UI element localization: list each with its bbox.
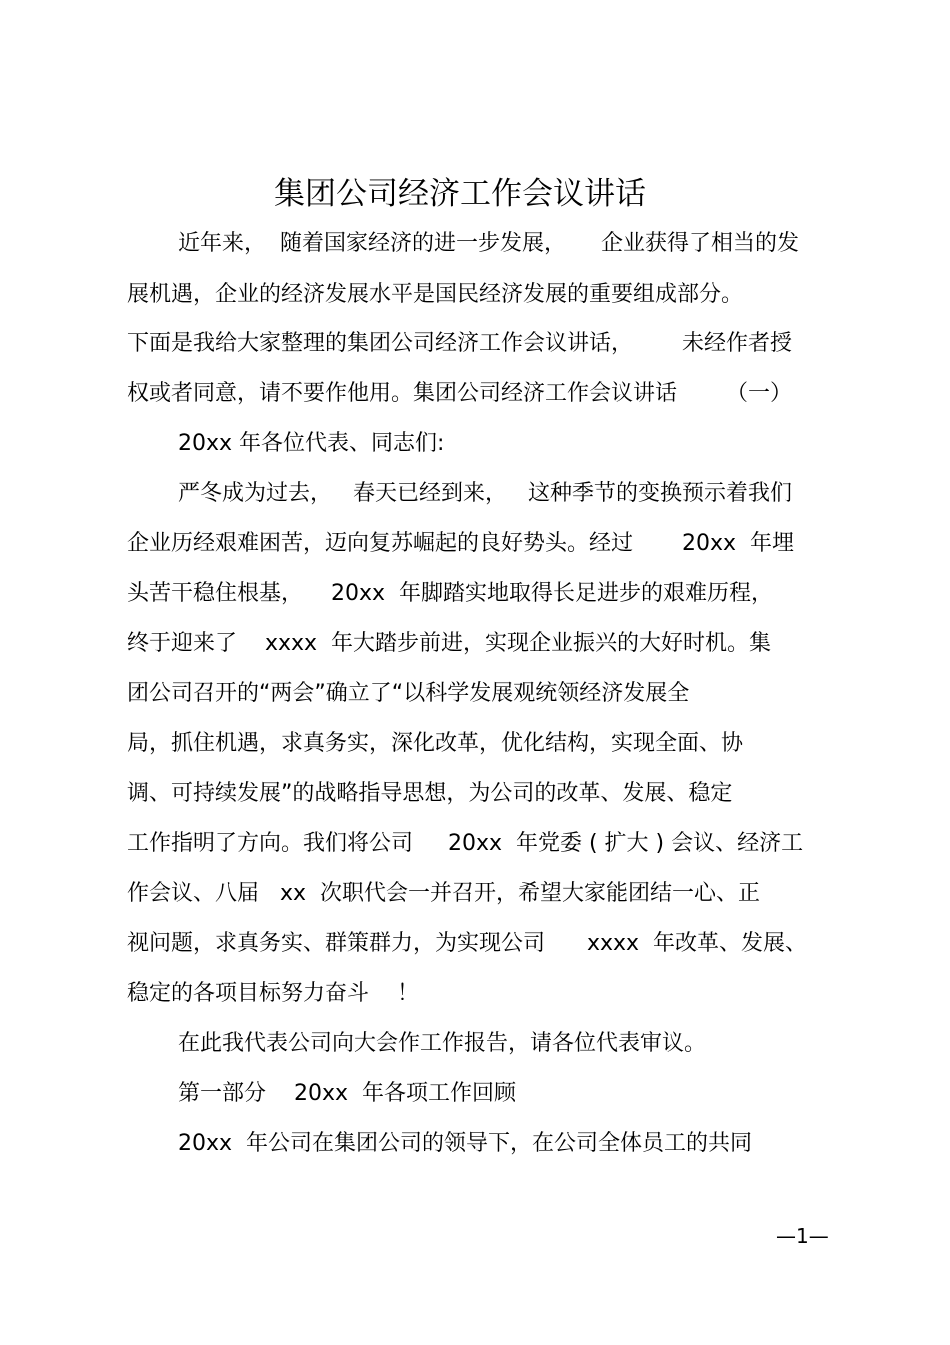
paragraph-line: 严冬成为过去， 春天已经到来， 这种季节的变换预示着我们 <box>178 481 792 506</box>
paragraph-line: 作会议、八届 xx 次职代会一并召开，希望大家能团结一心、正 <box>127 881 761 906</box>
salutation-line: 20xx 年各位代表、同志们: <box>178 431 445 456</box>
paragraph-line: 企业历经艰难困苦，迈向复苏崛起的良好势头。经过 20xx 年埋 <box>127 531 794 556</box>
paragraph-line: 视问题，求真务实、群策群力，为实现公司 xxxx 年改革、发展、 <box>127 931 808 956</box>
paragraph-line: 稳定的各项目标努力奋斗 ！ <box>127 981 419 1006</box>
paragraph-line: 近年来， 随着国家经济的进一步发展， 企业获得了相当的发 <box>178 231 799 256</box>
paragraph-line: 在此我代表公司向大会作工作报告，请各位代表审议。 <box>178 1031 707 1056</box>
paragraph-line: 展机遇，企业的经济发展水平是国民经济发展的重要组成部分。 <box>127 282 744 307</box>
paragraph-line: 局，抓住机遇，求真务实，深化改革，优化结构，实现全面、协 <box>127 731 744 756</box>
paragraph-line: 20xx 年公司在集团公司的领导下，在公司全体员工的共同 <box>178 1131 753 1156</box>
paragraph-line: 下面是我给大家整理的集团公司经济工作会议讲话， 未经作者授 <box>127 331 792 356</box>
paragraph-line: 工作指明了方向。我们将公司 20xx 年党委 ( 扩大 ) 会议、经济工 <box>127 831 804 856</box>
paragraph-line: 团公司召开的“两会”确立了“以科学发展观统领经济发展全 <box>127 681 690 706</box>
section-heading: 第一部分 20xx 年各项工作回顾 <box>178 1081 516 1106</box>
paragraph-line: 终于迎来了 xxxx 年大踏步前进，实现企业振兴的大好时机。集 <box>127 631 772 656</box>
paragraph-line: 调、可持续发展”的战略指导思想，为公司的改革、发展、稳定 <box>127 781 733 806</box>
paragraph-line: 头苦干稳住根基， 20xx 年脚踏实地取得长足进步的艰难历程， <box>127 581 773 606</box>
paragraph-line: 权或者同意，请不要作他用。集团公司经济工作会议讲话 （一） <box>127 381 792 406</box>
document-title: 集团公司经济工作会议讲话 <box>274 176 646 212</box>
page-number: —1— <box>776 1224 829 1248</box>
